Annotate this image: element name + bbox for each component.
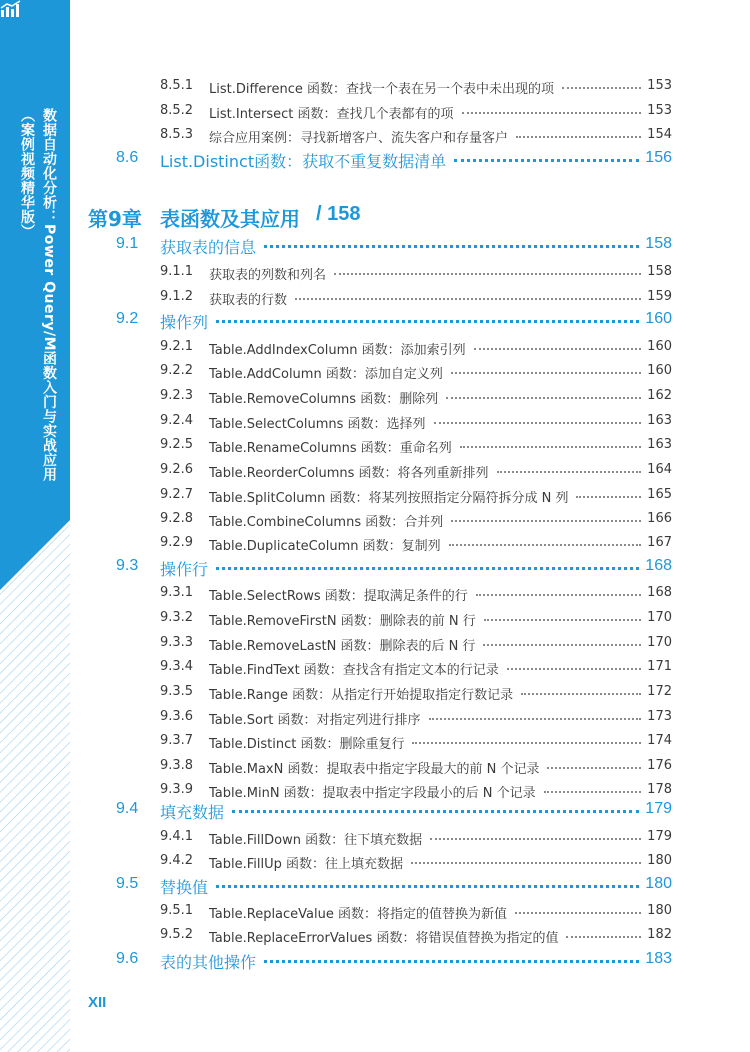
- toc-page: 180: [647, 903, 672, 918]
- toc-leader: [476, 594, 641, 596]
- toc-number: 9.3.1: [160, 585, 194, 600]
- chapter-number: 第9章: [88, 207, 142, 231]
- toc-number: 9.1.1: [160, 264, 194, 279]
- toc-number: 9.3.8: [160, 758, 194, 773]
- toc-number: 9.5: [116, 875, 139, 892]
- toc-title: 替换值: [160, 878, 209, 897]
- toc-section: [0, 948, 750, 972]
- toc-page: 180: [645, 875, 672, 892]
- toc-subsection: [0, 457, 750, 481]
- toc-subsection: [0, 848, 750, 872]
- toc-subsection: [0, 506, 750, 530]
- toc-subsection: [0, 358, 750, 382]
- toc-number: 9.3.6: [160, 709, 194, 724]
- toc-page: 160: [647, 363, 672, 378]
- toc-leader: [264, 960, 639, 963]
- toc-title: 操作列: [160, 313, 209, 332]
- toc-leader: [483, 644, 641, 646]
- toc-leader: [497, 471, 641, 473]
- toc-title: Table.CombineColumns 函数：合并列: [209, 515, 444, 530]
- toc-leader: [430, 838, 641, 840]
- toc-leader: [451, 520, 641, 522]
- toc-leader: [451, 372, 641, 374]
- toc-leader: [484, 619, 641, 621]
- toc-title: Table.FillUp 函数：往上填充数据: [209, 857, 404, 872]
- toc-leader: [544, 791, 641, 793]
- toc-page: 156: [645, 149, 672, 166]
- toc-page: 160: [645, 310, 672, 327]
- toc-page: 168: [645, 557, 672, 574]
- toc-leader: [216, 885, 639, 888]
- toc-page: 179: [645, 800, 672, 817]
- toc-number: 9.4: [116, 800, 139, 817]
- toc-number: 9.2.1: [160, 339, 194, 354]
- toc-page: 164: [647, 462, 672, 477]
- toc-leader: [547, 767, 641, 769]
- toc-title: Table.RenameColumns 函数：重命名列: [209, 441, 452, 456]
- toc-number: 8.5.2: [160, 103, 194, 118]
- toc-leader: [460, 446, 641, 448]
- toc-subsection: [0, 482, 750, 506]
- toc-number: 9.2.4: [160, 413, 194, 428]
- toc-subsection: [0, 753, 750, 777]
- toc-number: 9.3.7: [160, 733, 194, 748]
- toc-leader: [462, 112, 641, 114]
- chapter-title: 表函数及其应用: [160, 207, 300, 231]
- toc-subsection: [0, 605, 750, 629]
- toc-leader: [454, 159, 639, 162]
- toc-leader: [566, 936, 641, 938]
- toc-title: Table.RemoveColumns 函数：删除列: [209, 392, 439, 407]
- page-folio: XII: [88, 994, 107, 1011]
- chapter-page: / 158: [316, 203, 361, 225]
- toc-title: 操作行: [160, 560, 209, 579]
- toc-section: [0, 147, 750, 171]
- toc-page: 168: [647, 585, 672, 600]
- toc-title: 综合应用案例：寻找新增客户、流失客户和存量客户: [209, 131, 509, 146]
- toc-title: Table.DuplicateColumn 函数：复制列: [209, 539, 441, 554]
- toc-number: 9.1.2: [160, 289, 194, 304]
- toc-number: 9.4.2: [160, 853, 194, 868]
- toc-leader: [449, 544, 641, 546]
- toc-page: 173: [647, 709, 672, 724]
- toc-page: 170: [647, 610, 672, 625]
- toc-subsection: [0, 383, 750, 407]
- toc-title: Table.Range 函数：从指定行开始提取指定行数记录: [209, 688, 514, 703]
- toc-page: 153: [647, 78, 672, 93]
- toc-leader: [516, 136, 641, 138]
- toc-leader: [334, 273, 641, 275]
- toc-number: 9.4.1: [160, 829, 194, 844]
- toc-leader: [412, 742, 641, 744]
- toc-number: 9.3.2: [160, 610, 194, 625]
- toc-page: 154: [647, 127, 672, 142]
- toc-title: Table.Distinct 函数：删除重复行: [209, 737, 405, 752]
- toc-page: 180: [647, 853, 672, 868]
- toc-number: 9.2.2: [160, 363, 194, 378]
- toc-section: [0, 233, 750, 257]
- toc-title: List.Difference 函数：查找一个表在另一个表中未出现的项: [209, 82, 555, 97]
- book-title: 数据自动化分析：Power Query/M函数入门与实战应用（案例视频精华版）: [19, 108, 57, 482]
- toc-number: 9.3: [116, 557, 139, 574]
- toc-number: 9.5.2: [160, 927, 194, 942]
- toc-subsection: [0, 122, 750, 146]
- toc-page: 170: [647, 635, 672, 650]
- toc-page: 163: [647, 413, 672, 428]
- toc-number: 9.2.9: [160, 535, 194, 550]
- toc-title: List.Distinct函数：获取不重复数据清单: [160, 152, 447, 171]
- toc-title: Table.SelectRows 函数：提取满足条件的行: [209, 589, 468, 604]
- toc-title: Table.MinN 函数：提取表中指定字段最小的后 N 个记录: [209, 786, 536, 801]
- toc-section: [0, 798, 750, 822]
- toc-leader: [429, 718, 641, 720]
- toc-number: 9.5.1: [160, 903, 194, 918]
- toc-leader: [446, 397, 641, 399]
- toc-leader: [576, 496, 641, 498]
- toc-page: 174: [647, 733, 672, 748]
- toc-subsection: [0, 728, 750, 752]
- toc-page: 153: [647, 103, 672, 118]
- toc-page: 158: [647, 264, 672, 279]
- toc-number: 9.2.5: [160, 437, 194, 452]
- toc-title: Table.ReorderColumns 函数：将各列重新排列: [209, 466, 489, 481]
- toc-number: 9.3.9: [160, 782, 194, 797]
- toc-title: Table.AddColumn 函数：添加自定义列: [209, 367, 443, 382]
- toc-subsection: [0, 630, 750, 654]
- toc-title: Table.FillDown 函数：往下填充数据: [209, 833, 423, 848]
- toc-subsection: [0, 654, 750, 678]
- toc-page: 160: [647, 339, 672, 354]
- toc-title: 获取表的列数和列名: [209, 268, 327, 283]
- toc-number: 9.2.6: [160, 462, 194, 477]
- toc-subsection: [0, 73, 750, 97]
- toc-subsection: [0, 824, 750, 848]
- toc-subsection: [0, 922, 750, 946]
- toc-number: 9.2: [116, 310, 139, 327]
- toc-page: 159: [647, 289, 672, 304]
- toc-subsection: [0, 408, 750, 432]
- toc-page: 183: [645, 950, 672, 967]
- toc-subsection: [0, 284, 750, 308]
- toc-title: Table.Sort 函数：对指定列进行排序: [209, 713, 421, 728]
- toc-leader: [411, 862, 641, 864]
- toc-leader: [521, 693, 641, 695]
- toc-leader: [216, 320, 639, 323]
- toc-leader: [216, 567, 639, 570]
- toc-title: Table.ReplaceErrorValues 函数：将错误值替换为指定的值: [209, 931, 559, 946]
- toc-page: 176: [647, 758, 672, 773]
- toc-title: Table.SplitColumn 函数：将某列按照指定分隔符拆分成 N 列: [209, 491, 569, 506]
- toc-page: 158: [645, 235, 672, 252]
- toc-page: 179: [647, 829, 672, 844]
- toc-number: 9.3.3: [160, 635, 194, 650]
- toc-title: Table.RemoveFirstN 函数：删除表的前 N 行: [209, 614, 476, 629]
- toc-page: 166: [647, 511, 672, 526]
- toc-page: 162: [647, 388, 672, 403]
- toc-title: 表的其他操作: [160, 953, 257, 972]
- toc-number: 9.1: [116, 235, 139, 252]
- toc-leader: [562, 87, 641, 89]
- toc-number: 9.2.8: [160, 511, 194, 526]
- toc-leader: [295, 298, 641, 300]
- toc-page: 167: [647, 535, 672, 550]
- toc-leader: [474, 348, 641, 350]
- toc-number: 9.2.7: [160, 487, 194, 502]
- toc-subsection: [0, 98, 750, 122]
- toc-number: 9.2.3: [160, 388, 194, 403]
- toc-leader: [232, 810, 639, 813]
- toc-title: Table.SelectColumns 函数：选择列: [209, 417, 426, 432]
- toc-title: Table.AddIndexColumn 函数：添加索引列: [209, 343, 466, 358]
- toc-title: Table.MaxN 函数：提取表中指定字段最大的前 N 个记录: [209, 762, 540, 777]
- toc-subsection: [0, 530, 750, 554]
- toc-title: 获取表的行数: [209, 293, 288, 308]
- toc-page: 171: [647, 659, 672, 674]
- toc-page: 165: [647, 487, 672, 502]
- toc-number: 9.3.5: [160, 684, 194, 699]
- toc-page: 172: [647, 684, 672, 699]
- toc-page: 163: [647, 437, 672, 452]
- toc-leader: [507, 668, 641, 670]
- toc-section: [0, 555, 750, 579]
- toc-page: 182: [647, 927, 672, 942]
- toc-title: 获取表的信息: [160, 238, 257, 257]
- toc-number: 9.6: [116, 950, 139, 967]
- toc-section: [0, 873, 750, 897]
- toc-leader: [434, 422, 641, 424]
- toc-title: 填充数据: [160, 803, 225, 822]
- toc-number: 9.3.4: [160, 659, 194, 674]
- toc-subsection: [0, 898, 750, 922]
- toc-subsection: [0, 580, 750, 604]
- toc-subsection: [0, 679, 750, 703]
- toc-subsection: [0, 259, 750, 283]
- toc-number: 8.5.3: [160, 127, 194, 142]
- toc-title: Table.RemoveLastN 函数：删除表的后 N 行: [209, 639, 476, 654]
- toc-subsection: [0, 704, 750, 728]
- toc-subsection: [0, 432, 750, 456]
- toc-title: Table.ReplaceValue 函数：将指定的值替换为新值: [209, 907, 508, 922]
- toc-number: 8.6: [116, 149, 139, 166]
- toc-leader: [515, 912, 641, 914]
- toc-number: 8.5.1: [160, 78, 194, 93]
- toc-page: 178: [647, 782, 672, 797]
- toc-title: List.Intersect 函数：查找几个表都有的项: [209, 107, 454, 122]
- toc-leader: [264, 245, 639, 248]
- toc-section: [0, 308, 750, 332]
- toc-title: Table.FindText 函数：查找含有指定文本的行记录: [209, 663, 499, 678]
- toc-subsection: [0, 334, 750, 358]
